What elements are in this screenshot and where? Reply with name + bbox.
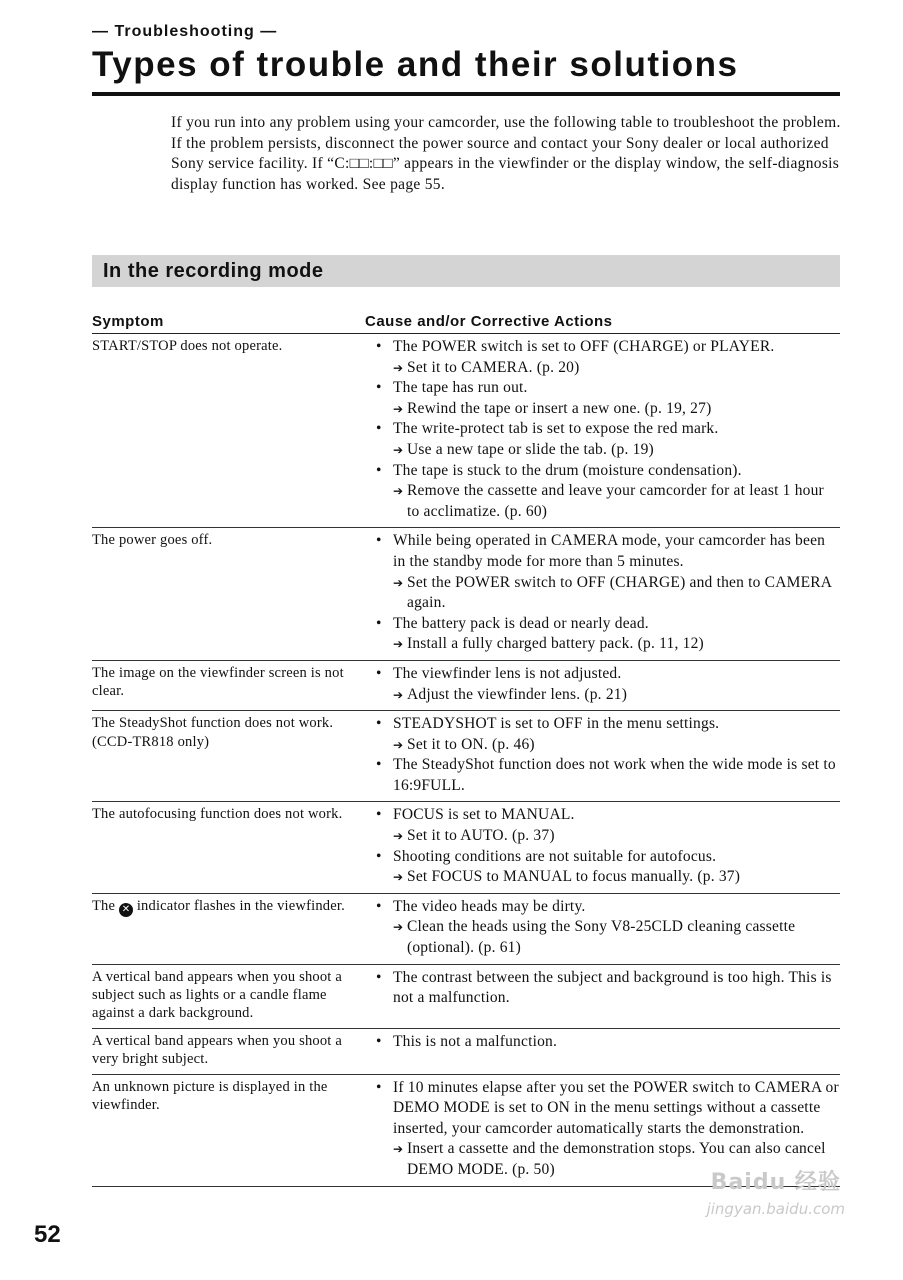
action-item [365, 867, 840, 888]
arrow-right-icon: ➔ [393, 687, 404, 702]
cause-text: STEADYSHOT is set to OFF in the menu settings. [393, 715, 720, 733]
bullet-icon: • [376, 968, 382, 986]
action-text: Set it to ON. (p. 46) [407, 735, 535, 753]
action-text: Clean the heads using the Sony V8-25CLD cleaning cassette (optional). (p. 61) [407, 918, 796, 957]
symptom-cell: An unknown picture is displayed in the viewfinder. [92, 1074, 365, 1186]
arrow-right-icon: ➔ [393, 829, 404, 844]
cause-item [365, 531, 840, 572]
arrow-right-icon: ➔ [393, 442, 404, 457]
action-item [365, 440, 840, 461]
action-item [365, 735, 840, 756]
bullet-icon: • [376, 756, 382, 774]
table-row [92, 964, 840, 1028]
arrow-right-icon: ➔ [393, 737, 404, 752]
cause-text: The battery pack is dead or nearly dead. [393, 614, 649, 632]
page-number: 52 [34, 1221, 61, 1248]
section-label: — Troubleshooting — [92, 23, 278, 40]
action-text: Rewind the tape or insert a new one. (p. 19, 27) [407, 399, 712, 417]
symptom-text: The [92, 897, 116, 914]
cause-item [365, 664, 840, 685]
arrow-right-icon: ➔ [393, 870, 404, 885]
cause-cell [365, 893, 840, 964]
symptom-cell: The SteadyShot function does not work. (CCD-TR818 only) [92, 711, 365, 802]
cause-cell [365, 802, 840, 893]
bullet-icon: • [376, 1078, 382, 1096]
action-text: Set the POWER switch to OFF (CHARGE) and then to CAMERA again. [407, 573, 832, 612]
page-title: Types of trouble and their solutions [92, 45, 739, 84]
symptom-cell: The power goes off. [92, 528, 365, 661]
cause-item [365, 461, 840, 482]
arrow-right-icon: ➔ [393, 401, 404, 416]
bullet-icon: • [376, 806, 382, 824]
cause-header: Cause and/or Corrective Actions [365, 308, 840, 334]
table-row [92, 1028, 840, 1074]
subheading: In the recording mode [92, 255, 840, 287]
cause-text: The video heads may be dirty. [393, 897, 586, 915]
cause-text: The write-protect tab is set to expose the red mark. [393, 420, 719, 438]
arrow-right-icon: ➔ [393, 920, 404, 935]
bullet-icon: • [376, 532, 382, 550]
cause-item [365, 1032, 840, 1053]
action-item [365, 685, 840, 706]
symptom-header: Symptom [92, 308, 365, 334]
cause-text: This is not a malfunction. [393, 1032, 558, 1050]
cause-item [365, 714, 840, 735]
bullet-icon: • [376, 897, 382, 915]
cause-cell [365, 660, 840, 710]
watermark-logo: Baidu 经验 [710, 1170, 841, 1195]
cause-text: The viewfinder lens is not adjusted. [393, 664, 622, 682]
cause-item [365, 755, 840, 796]
bullet-icon: • [376, 379, 382, 397]
bullet-icon: • [376, 715, 382, 733]
symptom-cell: The autofocusing function does not work. [92, 802, 365, 893]
action-text: Insert a cassette and the demonstration stops. You can also cancel DEMO MODE. (p. 50) [407, 1140, 826, 1179]
arrow-right-icon: ➔ [393, 360, 404, 375]
bullet-icon: • [376, 664, 382, 682]
cause-item [365, 419, 840, 440]
cause-text: While being operated in CAMERA mode, your camcorder has been in the standby mode for more than 5 minutes. [393, 532, 826, 570]
cause-item [365, 614, 840, 635]
troubleshooting-table [92, 308, 840, 1187]
cause-cell [365, 711, 840, 802]
cause-item [365, 378, 840, 399]
arrow-right-icon: ➔ [393, 637, 404, 652]
action-text: Set it to AUTO. (p. 37) [407, 827, 555, 845]
title-rule [92, 92, 840, 96]
symptom-cell: A vertical band appears when you shoot a subject such as lights or a candle flame against a dark background. [92, 964, 365, 1028]
cause-text: Shooting conditions are not suitable for autofocus. [393, 847, 717, 865]
symptom-text: indicator flashes in the viewfinder. [136, 897, 345, 914]
table-row [92, 660, 840, 710]
cause-text: The tape has run out. [393, 379, 528, 397]
action-text: Set it to CAMERA. (p. 20) [407, 358, 580, 376]
action-item [365, 481, 840, 522]
table-row [92, 711, 840, 802]
cause-item [365, 897, 840, 918]
bullet-icon: • [376, 461, 382, 479]
table-body [92, 334, 840, 1187]
intro-paragraph: If you run into any problem using your camcorder, use the following table to troubleshoot the problem. If the problem persists, disconnect the power source and contact your Sony dealer or local authorized Sony service facility. If “C:□□:□□” appears in the viewfinder or the display window, the self-diagnosis display function has worked. See page 55. [171, 114, 841, 193]
cause-cell [365, 334, 840, 528]
table-row [92, 334, 840, 528]
action-text: Set FOCUS to MANUAL to focus manually. (p. 37) [407, 868, 741, 886]
watermark [707, 1165, 845, 1218]
action-item [365, 826, 840, 847]
cause-text: FOCUS is set to MANUAL. [393, 806, 575, 824]
arrow-right-icon: ➔ [393, 575, 404, 590]
bullet-icon: • [376, 847, 382, 865]
action-text: Use a new tape or slide the tab. (p. 19) [407, 440, 654, 458]
action-item [365, 399, 840, 420]
cause-text: The contrast between the subject and background is too high. This is not a malfunction. [393, 968, 832, 1007]
bullet-icon: • [376, 614, 382, 632]
symptom-cell: A vertical band appears when you shoot a very bright subject. [92, 1028, 365, 1074]
cause-cell [365, 1028, 840, 1074]
action-item [365, 573, 840, 614]
cause-text: The POWER switch is set to OFF (CHARGE) or PLAYER. [393, 338, 775, 355]
action-item [365, 358, 840, 379]
cause-item [365, 337, 840, 358]
action-text: Remove the cassette and leave your camcorder for at least 1 hour to acclimatize. (p. 60) [407, 482, 824, 520]
cause-text: The SteadyShot function does not work when the wide mode is set to 16:9FULL. [393, 756, 836, 794]
arrow-right-icon: ➔ [393, 484, 404, 499]
symptom-cell: The image on the viewfinder screen is not clear. [92, 660, 365, 710]
x-circle-icon: ✕ [119, 903, 133, 917]
bullet-icon: • [376, 338, 382, 355]
table-row [92, 802, 840, 893]
watermark-url: jingyan.baidu.com [706, 1200, 845, 1218]
cause-text: If 10 minutes elapse after you set the POWER switch to CAMERA or DEMO MODE is set to ON in the menu settings without a cassette inserted, your camcorder automatically starts the demonstration. [393, 1078, 839, 1137]
symptom-cell [92, 893, 365, 964]
cause-cell [365, 528, 840, 661]
table-row [92, 528, 840, 661]
bullet-icon: • [376, 1032, 382, 1050]
action-item [365, 634, 840, 655]
action-item [365, 917, 840, 958]
cause-item [365, 805, 840, 826]
action-text: Install a fully charged battery pack. (p. 11, 12) [407, 635, 704, 653]
cause-text: The tape is stuck to the drum (moisture condensation). [393, 461, 742, 479]
symptom-cell: START/STOP does not operate. [92, 334, 365, 528]
bullet-icon: • [376, 420, 382, 438]
table-row [92, 893, 840, 964]
cause-item [365, 1078, 840, 1140]
table-header-row [92, 308, 840, 334]
cause-item [365, 968, 840, 1009]
cause-item [365, 847, 840, 868]
action-text: Adjust the viewfinder lens. (p. 21) [407, 685, 628, 703]
cause-cell [365, 964, 840, 1028]
arrow-right-icon: ➔ [393, 1142, 404, 1157]
